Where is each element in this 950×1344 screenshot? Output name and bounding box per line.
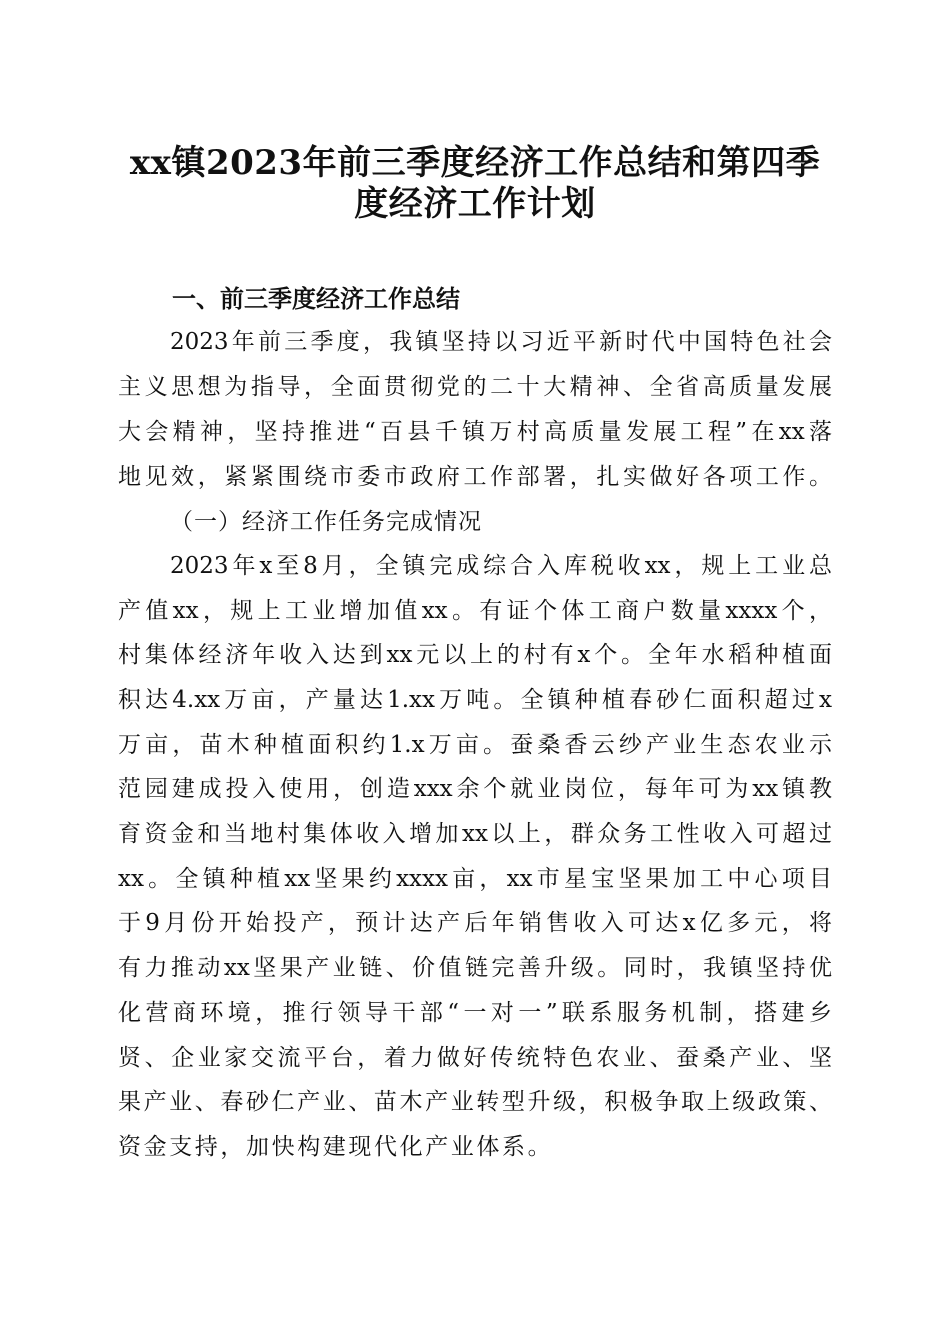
paragraph-2-line: 村集体经济年收入达到xx元以上的村有x个。全年水稻种植面 [118, 642, 832, 668]
document-title-line-2: 度经济工作计划 [354, 184, 596, 224]
paragraph-2-line: 果产业、春砂仁产业、苗木产业转型升级，积极争取上级政策、 [118, 1089, 832, 1115]
section-1-heading: 一、前三季度经济工作总结 [172, 285, 460, 313]
subsection-1-heading: （一）经济工作任务完成情况 [170, 509, 482, 535]
paragraph-2-line: 有力推动xx坚果产业链、价值链完善升级。同时，我镇坚持优 [118, 955, 832, 981]
paragraph-2-line: 资金支持，加快构建现代化产业体系。 [118, 1134, 554, 1160]
paragraph-2-line: 育资金和当地村集体收入增加xx以上，群众务工性收入可超过 [118, 821, 832, 847]
paragraph-2-line: 于9月份开始投产，预计达产后年销售收入可达x亿多元，将 [118, 910, 832, 936]
document-title-line-1: xx镇2023年前三季度经济工作总结和第四季 [129, 143, 821, 183]
paragraph-1-line: 大会精神，坚持推进“百县千镇万村高质量发展工程”在xx落 [118, 419, 832, 445]
paragraph-2-line: xx。全镇种植xx坚果约xxxx亩，xx市星宝坚果加工中心项目 [118, 866, 832, 892]
paragraph-2-line: 万亩，苗木种植面积约1.x万亩。蚕桑香云纱产业生态农业示 [118, 732, 832, 758]
paragraph-2-line: 化营商环境，推行领导干部“一对一”联系服务机制，搭建乡 [118, 1000, 832, 1026]
paragraph-1-line: 地见效，紧紧围绕市委市政府工作部署，扎实做好各项工作。 [118, 464, 832, 490]
paragraph-2-line: 贤、企业家交流平台，着力做好传统特色农业、蚕桑产业、坚 [118, 1045, 832, 1071]
paragraph-2-line: 2023年x至8月，全镇完成综合入库税收xx，规上工业总 [170, 553, 832, 579]
paragraph-2-line: 范园建成投入使用，创造xxx余个就业岗位，每年可为xx镇教 [118, 776, 832, 802]
paragraph-1-line: 2023年前三季度，我镇坚持以习近平新时代中国特色社会 [170, 329, 832, 355]
paragraph-2-line: 积达4.xx万亩，产量达1.xx万吨。全镇种植春砂仁面积超过x [118, 687, 832, 713]
paragraph-2-line: 产值xx，规上工业增加值xx。有证个体工商户数量xxxx个， [118, 598, 832, 624]
paragraph-1-line: 主义思想为指导，全面贯彻党的二十大精神、全省高质量发展 [118, 374, 832, 400]
